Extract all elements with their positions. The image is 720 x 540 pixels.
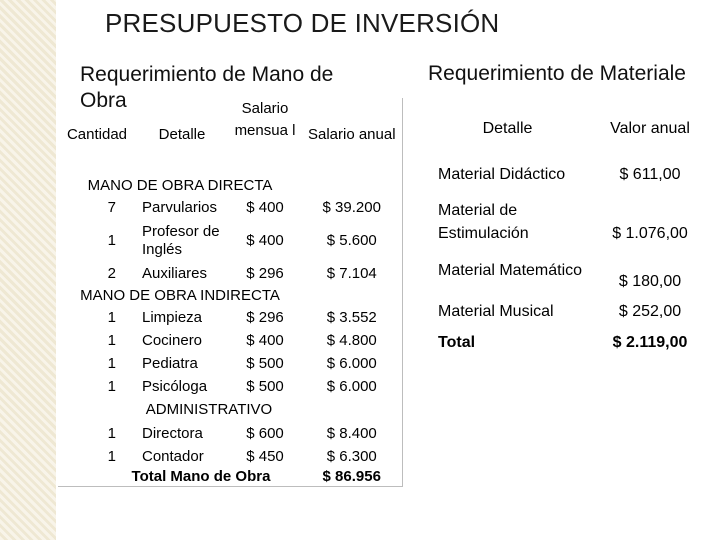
table-row	[430, 246, 715, 294]
table-row	[430, 150, 715, 198]
section-directa: MANO DE OBRA DIRECTA	[87, 177, 273, 194]
table-row	[58, 375, 402, 398]
labor-total-label: Total Mano de Obra	[58, 468, 302, 487]
cell-qty: 1	[107, 308, 116, 326]
cell-detail: Directora	[142, 424, 203, 442]
labor-heading: Requerimiento de Mano de Obra	[80, 63, 334, 112]
table-row	[58, 196, 402, 220]
page-title: PRESUPUESTO DE INVERSIÓN	[105, 8, 500, 38]
labor-table	[58, 98, 403, 487]
section-row-administrativo	[58, 398, 402, 422]
table-row	[58, 262, 402, 286]
table-row	[430, 198, 715, 246]
cell-detail: Profesor de Inglés	[142, 223, 220, 258]
labor-total-row	[58, 468, 402, 487]
cell-monthly: $ 500	[246, 354, 284, 372]
cell-qty: 7	[107, 199, 116, 216]
cell-annual: $ 3.552	[302, 306, 402, 329]
materials-table	[430, 106, 715, 356]
header-detalle: Detalle	[158, 126, 206, 143]
cell-annual: $ 5.600	[302, 220, 402, 262]
cell-qty: 1	[107, 232, 116, 249]
cell-qty: 1	[107, 331, 116, 349]
cell-detail: Psicóloga	[142, 377, 208, 395]
decorative-side-band	[0, 0, 58, 540]
cell-detail: Parvularios	[142, 199, 218, 216]
cell-monthly: $ 400	[246, 199, 284, 216]
header-cantidad: Cantidad	[66, 126, 128, 143]
cell-annual: $ 7.104	[302, 262, 402, 286]
cell-qty: 1	[107, 447, 116, 465]
section-row-indirecta	[58, 286, 402, 306]
cell-annual: $ 39.200	[302, 196, 402, 220]
section-indirecta: MANO DE OBRA INDIRECTA	[80, 287, 280, 304]
cell-annual: $ 8.400	[302, 422, 402, 445]
labor-header-row	[58, 98, 402, 176]
table-row	[58, 445, 402, 468]
cell-detail: Contador	[142, 447, 204, 465]
cell-detail: Material Musical	[438, 302, 554, 320]
materials-heading: Requerimiento de Materiale	[428, 62, 686, 85]
cell-detail: Material Didáctico	[438, 165, 566, 183]
section-row-directa	[58, 176, 402, 196]
table-row	[58, 352, 402, 375]
header-valor-anual: Valor anual	[610, 119, 690, 137]
cell-monthly: $ 296	[246, 308, 284, 326]
cell-detail: Material de Estimulación	[438, 202, 529, 242]
table-row	[58, 220, 402, 262]
header-salario-mensual: Salario mensua l	[234, 100, 296, 139]
cell-annual: $ 6.000	[302, 352, 402, 375]
section-administrativo: ADMINISTRATIVO	[145, 401, 273, 418]
table-row	[430, 294, 715, 328]
cell-monthly: $ 500	[246, 377, 284, 395]
cell-monthly: $ 400	[246, 331, 284, 349]
cell-detail: Auxiliares	[142, 265, 208, 282]
cell-qty: 2	[107, 265, 116, 282]
table-row	[58, 422, 402, 445]
cell-detail: Material Matemático	[438, 261, 583, 279]
cell-qty: 1	[107, 377, 116, 395]
cell-annual: $ 6.300	[302, 445, 402, 468]
cell-value: $ 180,00	[618, 273, 682, 290]
materials-total-row	[430, 328, 715, 356]
cell-value: $ 252,00	[618, 302, 682, 320]
cell-annual: $ 6.000	[302, 375, 402, 398]
table-row	[58, 329, 402, 352]
cell-monthly: $ 450	[246, 447, 284, 465]
cell-detail: Pediatra	[142, 354, 198, 372]
cell-qty: 1	[107, 424, 116, 442]
cell-value: $ 1.076,00	[612, 225, 688, 242]
cell-monthly: $ 296	[246, 265, 284, 282]
header-salario-anual: Salario anual	[302, 98, 402, 176]
materials-header-row	[430, 106, 715, 150]
cell-detail: Limpieza	[142, 308, 203, 326]
cell-value: $ 611,00	[619, 165, 681, 183]
table-row	[58, 306, 402, 329]
cell-detail: Cocinero	[142, 331, 203, 349]
materials-total-value: $ 2.119,00	[612, 333, 688, 351]
cell-monthly: $ 400	[246, 232, 284, 249]
cell-qty: 1	[107, 354, 116, 372]
cell-monthly: $ 600	[246, 424, 284, 442]
header-detalle: Detalle	[482, 119, 533, 137]
labor-total-value: $ 86.956	[302, 468, 402, 487]
materials-total-label: Total	[438, 333, 476, 351]
cell-annual: $ 4.800	[302, 329, 402, 352]
